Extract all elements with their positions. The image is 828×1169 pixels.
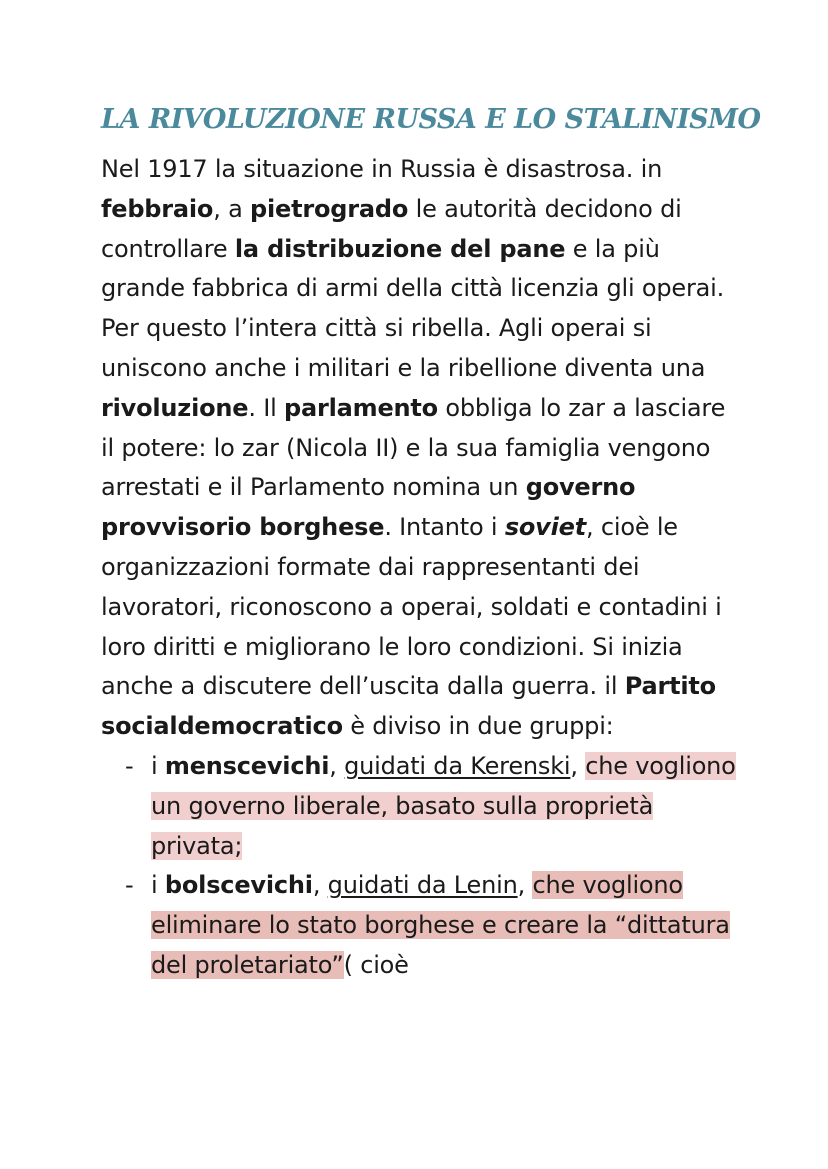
paragraph-text-run: le autorità decidono di controllare bbox=[101, 194, 682, 263]
bullet-dash: - bbox=[125, 751, 134, 780]
list-item-bolscevichi bbox=[125, 866, 741, 985]
list-item-text-run: , bbox=[570, 751, 586, 780]
paragraph-text-run: , cioè le organizzazioni formate dai rappresentanti dei lavoratori, riconoscono a operai, soldati e contadini i loro diritti e migliorano le loro condizioni. Si inizia anche a discutere dell’uscita dalla guerra. il bbox=[101, 513, 722, 701]
paragraph-text-run: . Il bbox=[248, 393, 284, 422]
list-item-text-run: , bbox=[312, 871, 328, 900]
list-item-highlighted-text: che vogliono un governo liberale, basato sulla proprietà privata; bbox=[151, 751, 736, 860]
list-item-bold-term: menscevichi bbox=[164, 751, 330, 780]
list-item-text-run: , bbox=[329, 751, 345, 780]
list-item-text-run: , bbox=[517, 871, 533, 900]
list-item-menscevichi bbox=[125, 747, 741, 866]
paragraph-text-run: Nel 1917 la situazione in Russia è disastrosa. in bbox=[101, 155, 663, 183]
list-item-text-run: i bbox=[151, 871, 165, 900]
paragraph-bold-term: febbraio bbox=[101, 194, 214, 223]
document-body bbox=[101, 150, 741, 986]
list-item-underlined-text: guidati da Lenin bbox=[327, 871, 518, 900]
paragraph-bold-term: governo provvisorio borghese bbox=[101, 473, 636, 542]
bullet-dash: - bbox=[125, 871, 134, 900]
paragraph-bold-term: Partito socialdemocratico bbox=[101, 672, 716, 741]
main-paragraph bbox=[101, 150, 741, 747]
paragraph-text-run: e la più grande fabbrica di armi della città licenzia gli operai. Per questo l’intera città si ribella. Agli operai si uniscono anche i militari e la ribellione diventa una bbox=[101, 234, 725, 382]
list-item-highlighted-text: che vogliono eliminare lo stato borghese e creare la “dittatura del proletariato” bbox=[151, 871, 730, 979]
list-item-text-run: i bbox=[151, 751, 165, 780]
paragraph-text-run: . Intanto i bbox=[384, 513, 505, 542]
paragraph-text-run: è diviso in due gruppi: bbox=[342, 712, 614, 741]
paragraph-bold-term: la distribuzione del pane bbox=[234, 234, 566, 263]
paragraph-bold-term: rivoluzione bbox=[101, 393, 249, 422]
list-item-text-run: ( cioè bbox=[343, 950, 409, 979]
paragraph-text-run: obbliga lo zar a lasciare il potere: lo zar (Nicola II) e la sua famiglia vengono arrestati e il Parlamento nomina un bbox=[101, 393, 726, 502]
party-groups-list bbox=[101, 747, 741, 986]
paragraph-bold-term: parlamento bbox=[284, 393, 438, 422]
list-item-bold-term: bolscevichi bbox=[164, 871, 313, 900]
page-title: LA RIVOLUZIONE RUSSA E LO STALINISMO bbox=[101, 104, 761, 135]
paragraph-text-run: , a bbox=[213, 194, 251, 223]
list-item-underlined-text: guidati da Kerenski bbox=[344, 751, 571, 780]
paragraph-bold-term: pietrogrado bbox=[250, 194, 409, 223]
paragraph-bold-italic-term: soviet bbox=[504, 513, 587, 542]
